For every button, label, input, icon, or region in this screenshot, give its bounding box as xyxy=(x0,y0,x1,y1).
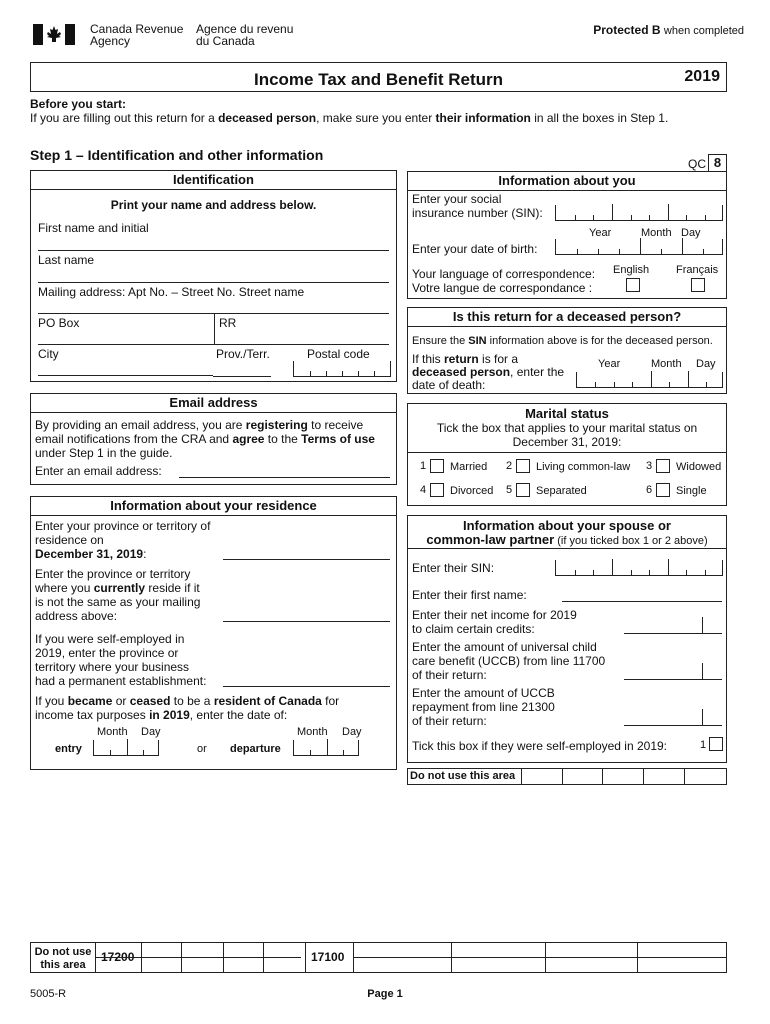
agency-fr-line2: du Canada xyxy=(196,34,255,48)
res-q4-g: for xyxy=(321,694,340,708)
marital-sub1: Tick the box that applies to your marital status on xyxy=(436,421,698,435)
mailing-address-label: Mailing address: Apt No. – Street No. Street name xyxy=(38,285,305,299)
deceased-line3: date of death: xyxy=(412,378,486,392)
spouse-header2-note: (if you ticked box 1 or 2 above) xyxy=(554,535,708,547)
email-p3: email notifications from the CRA and xyxy=(35,432,233,446)
res-q3-line3: territory where your business xyxy=(35,660,190,674)
res-q1-colon: : xyxy=(143,547,147,561)
office-row-divider xyxy=(353,957,726,958)
office-code-17100: 17100 xyxy=(311,950,345,964)
date-of-death-input[interactable] xyxy=(576,372,723,388)
spouse-sin-input[interactable] xyxy=(555,560,723,576)
protected-status xyxy=(593,23,744,38)
email-text-line2 xyxy=(35,432,375,446)
deceased-header: Is this return for a deceased person? xyxy=(408,308,726,327)
form-year: 2019 xyxy=(684,68,720,85)
canada-flag-icon xyxy=(33,24,75,45)
widowed-checkbox[interactable] xyxy=(656,459,670,473)
spouse-net-income-input[interactable] xyxy=(624,633,722,634)
res-q4-2a: income tax purposes xyxy=(35,708,150,722)
divorced-label: Divorced xyxy=(450,485,494,497)
spouse-rep-line1: Enter the amount of UCCB xyxy=(412,686,555,700)
page-number: Page 1 xyxy=(367,988,403,1000)
death-year-label: Year xyxy=(598,358,621,370)
marital-num-5: 5 xyxy=(506,484,513,496)
res-q2-line3: is not the same as your mailing xyxy=(35,595,201,609)
english-label: English xyxy=(613,264,650,276)
bottom-office-table xyxy=(30,942,727,973)
spouse-rep-line2: repayment from line 21300 xyxy=(412,700,555,714)
spouse-self-employed-checkbox[interactable] xyxy=(709,737,723,751)
res-q4-2c: , enter the date of: xyxy=(189,708,288,722)
spouse-net-line1: Enter their net income for 2019 xyxy=(412,608,577,622)
email-header: Email address xyxy=(31,394,396,413)
qc-value: 8 xyxy=(708,154,727,172)
po-box-label: PO Box xyxy=(38,316,80,330)
before-start-t1: If you are filling out this return for a xyxy=(30,111,219,125)
name-address-instruction: Print your name and address below. xyxy=(110,198,317,212)
spouse-uccb-line2: care benefit (UCCB) from line 11700 xyxy=(412,654,606,668)
spouse-uccb-line3: of their return: xyxy=(412,668,487,682)
deceased-l1a: If this xyxy=(412,352,445,366)
last-name-input[interactable] xyxy=(38,282,389,283)
city-input[interactable] xyxy=(38,375,213,376)
dnu-cell-divider xyxy=(684,769,685,785)
res-q4-d: ceased xyxy=(129,694,171,708)
deceased-ensure-b: SIN xyxy=(468,335,487,347)
email-p4b: Terms of use xyxy=(301,432,375,446)
widowed-label: Widowed xyxy=(676,461,722,473)
po-rr-input[interactable] xyxy=(38,344,389,345)
departure-date-input[interactable] xyxy=(293,740,359,756)
do-not-use-strip xyxy=(407,768,727,785)
residence-header: Information about your residence xyxy=(31,497,396,516)
email-p1b: registering xyxy=(245,418,308,432)
dnu-cell-divider xyxy=(562,769,563,785)
email-p3b: agree xyxy=(232,432,265,446)
death-month-label: Month xyxy=(651,358,682,370)
spouse-first-name-label: Enter their first name: xyxy=(412,588,527,602)
death-day-label: Day xyxy=(696,358,716,370)
res-q2-line4: address above: xyxy=(35,609,118,623)
sin-label-line2: insurance number (SIN): xyxy=(412,206,543,220)
divorced-checkbox[interactable] xyxy=(430,483,444,497)
repayment-cents-divider xyxy=(702,709,703,725)
email-section xyxy=(30,393,397,485)
departure-month-label: Month xyxy=(297,726,328,738)
spouse-header2: common-law partner xyxy=(426,532,555,547)
departure-label: departure xyxy=(230,743,281,755)
office-row-divider xyxy=(95,957,301,958)
res-q4-c: or xyxy=(112,694,130,708)
res-q1-line1: Enter your province or territory of xyxy=(35,519,211,533)
office-label-line2: this area xyxy=(40,959,86,971)
res-q4-line2 xyxy=(35,708,287,722)
about-you-header: Information about you xyxy=(408,172,726,191)
res-q1-line3 xyxy=(35,547,146,561)
net-income-cents-divider xyxy=(702,617,703,633)
dob-input[interactable] xyxy=(555,239,723,255)
res-q2-2b: currently xyxy=(93,581,146,595)
dnu-cell-divider xyxy=(643,769,644,785)
protected-note: when completed xyxy=(663,25,744,37)
deceased-line2 xyxy=(412,365,564,379)
spouse-uccb-line1: Enter the amount of universal child xyxy=(412,640,597,654)
before-start-t2: , make sure you enter xyxy=(316,111,436,125)
married-checkbox[interactable] xyxy=(430,459,444,473)
postal-label: Postal code xyxy=(307,347,370,361)
identification-section xyxy=(30,170,397,382)
spouse-rep-line3: of their return: xyxy=(412,714,487,728)
rr-label: RR xyxy=(219,316,237,330)
deceased-ensure-c: information above is for the deceased person. xyxy=(486,335,713,347)
marital-num-1: 1 xyxy=(420,460,427,472)
deceased-section xyxy=(407,307,727,394)
office-cell-divider xyxy=(95,943,96,973)
about-you-section xyxy=(407,171,727,299)
step1-title: Step 1 – Identification and other information xyxy=(30,147,324,163)
before-start-heading: Before you start: xyxy=(30,97,127,111)
deceased-l2a: deceased person xyxy=(412,365,511,379)
uccb-cents-divider xyxy=(702,663,703,679)
language-label-en: Your language of correspondence: xyxy=(412,267,596,281)
dnu-cell-divider xyxy=(602,769,603,785)
marital-sub2: December 31, 2019: xyxy=(512,435,622,449)
sin-input[interactable] xyxy=(555,205,723,221)
form-title: Income Tax and Benefit Return xyxy=(253,70,504,89)
marital-num-2: 2 xyxy=(506,460,513,472)
deceased-l1b: return xyxy=(444,352,479,366)
res-q1-date: December 31, 2019 xyxy=(35,547,144,561)
protected-label: Protected B xyxy=(593,23,661,37)
spouse-net-line2: to claim certain credits: xyxy=(412,622,535,636)
current-province-input[interactable] xyxy=(223,621,390,622)
dob-year-label: Year xyxy=(589,227,612,239)
deceased-l1c: is for a xyxy=(478,352,519,366)
before-start-b2: their information xyxy=(435,111,531,125)
po-rr-divider xyxy=(214,314,215,344)
before-start-text xyxy=(30,111,668,125)
office-code-17200: 17200 xyxy=(101,950,135,964)
entry-day-label: Day xyxy=(141,726,161,738)
office-cell-divider xyxy=(263,943,264,973)
spouse-first-name-input[interactable] xyxy=(562,601,722,602)
language-label-fr: Votre langue de correspondance : xyxy=(412,281,593,295)
prov-input[interactable] xyxy=(213,361,271,377)
spouse-self-employed-num: 1 xyxy=(700,739,707,751)
office-cell-divider xyxy=(451,943,452,973)
form-number: 5005-R xyxy=(30,988,67,1000)
deceased-ensure-a: Ensure the xyxy=(412,335,469,347)
do-not-use-label: Do not use this area xyxy=(410,770,516,782)
entry-label: entry xyxy=(55,743,82,755)
spouse-header-line1: Information about your spouse or xyxy=(462,518,671,533)
res-q2-2c: reside if it xyxy=(145,581,200,595)
before-start-t3: in all the boxes in Step 1. xyxy=(530,111,669,125)
marital-num-3: 3 xyxy=(646,460,653,472)
agency-fr-line1: Agence du revenu xyxy=(196,22,294,36)
title-bar xyxy=(30,62,727,92)
before-start-b1: deceased person xyxy=(218,111,317,125)
res-q4-f: resident of Canada xyxy=(213,694,322,708)
city-label: City xyxy=(38,347,59,361)
spouse-sin-label: Enter their SIN: xyxy=(412,561,495,575)
francais-checkbox[interactable] xyxy=(691,278,705,292)
marital-num-6: 6 xyxy=(646,484,653,496)
spouse-divider xyxy=(408,548,726,549)
francais-label: Français xyxy=(676,264,719,276)
english-checkbox[interactable] xyxy=(626,278,640,292)
deceased-l2b: , enter the xyxy=(510,365,565,379)
email-text-line1 xyxy=(35,418,363,432)
office-cell-divider xyxy=(637,943,638,973)
dob-label: Enter your date of birth: xyxy=(412,242,538,256)
single-checkbox[interactable] xyxy=(656,483,670,497)
last-name-label: Last name xyxy=(38,253,95,267)
deceased-ensure-text xyxy=(412,335,713,347)
dnu-cell-divider xyxy=(521,769,522,785)
first-name-label: First name and initial xyxy=(38,221,149,235)
residence-province-input[interactable] xyxy=(223,559,390,560)
marital-divider xyxy=(408,452,726,453)
residence-section xyxy=(30,496,397,770)
separated-label: Separated xyxy=(536,485,587,497)
office-cell-divider xyxy=(141,943,142,973)
res-q4-2b: in 2019 xyxy=(149,708,190,722)
departure-day-label: Day xyxy=(342,726,362,738)
agency-en-line2: Agency xyxy=(90,34,131,48)
entry-month-label: Month xyxy=(97,726,128,738)
married-label: Married xyxy=(450,461,488,473)
res-q2-2a: where you xyxy=(35,581,94,595)
office-cell-divider xyxy=(545,943,546,973)
identification-header: Identification xyxy=(31,171,396,190)
business-province-input[interactable] xyxy=(223,686,390,687)
common-law-label: Living common-law xyxy=(536,461,631,473)
email-p1: By providing an email address, you are xyxy=(35,418,246,432)
spouse-self-employed-label: Tick this box if they were self-employed in 2019: xyxy=(412,739,668,753)
postal-code-input[interactable] xyxy=(293,361,391,377)
res-q4-a: If you xyxy=(35,694,68,708)
res-q2-line1: Enter the province or territory xyxy=(35,567,191,581)
marital-num-4: 4 xyxy=(420,484,427,496)
dob-day-label: Day xyxy=(681,227,701,239)
prov-label: Prov./Terr. xyxy=(216,347,270,361)
spouse-uccb-repayment-input[interactable] xyxy=(624,725,722,726)
common-law-checkbox[interactable] xyxy=(516,459,530,473)
deceased-line1 xyxy=(412,352,518,366)
res-q3-line4: had a permanent establishment: xyxy=(35,674,207,688)
dob-month-label: Month xyxy=(641,227,672,239)
first-name-input[interactable] xyxy=(38,250,389,251)
email-p4: to the xyxy=(264,432,302,446)
office-cell-divider xyxy=(305,943,306,973)
spouse-uccb-input[interactable] xyxy=(624,679,722,680)
res-q4-line1 xyxy=(35,694,339,708)
res-q3-line2: 2019, enter the province or xyxy=(35,646,179,660)
qc-label: QC xyxy=(688,157,706,171)
or-label: or xyxy=(197,743,207,755)
sin-label-line1: Enter your social xyxy=(412,192,502,206)
marital-header: Marital status xyxy=(525,406,609,421)
res-q1-line2: residence on xyxy=(35,533,104,547)
email-text-line3: under Step 1 in the guide. xyxy=(35,446,173,460)
agency-en-line1: Canada Revenue xyxy=(90,22,184,36)
separated-checkbox[interactable] xyxy=(516,483,530,497)
res-q3-line1: If you were self-employed in xyxy=(35,632,185,646)
email-p2: to receive xyxy=(307,418,364,432)
email-input[interactable] xyxy=(179,477,390,478)
email-enter-label: Enter an email address: xyxy=(35,464,162,478)
spouse-header-line2 xyxy=(408,532,726,547)
office-label-line1: Do not use xyxy=(34,946,92,958)
office-cell-divider xyxy=(223,943,224,973)
res-q4-b: became xyxy=(67,694,113,708)
single-label: Single xyxy=(676,485,707,497)
spouse-section xyxy=(407,515,727,763)
marital-status-section xyxy=(407,403,727,506)
entry-date-input[interactable] xyxy=(93,740,159,756)
office-cell-divider xyxy=(181,943,182,973)
res-q2-line2 xyxy=(35,581,200,595)
office-cell-divider xyxy=(353,943,354,973)
res-q4-e: to be a xyxy=(170,694,214,708)
